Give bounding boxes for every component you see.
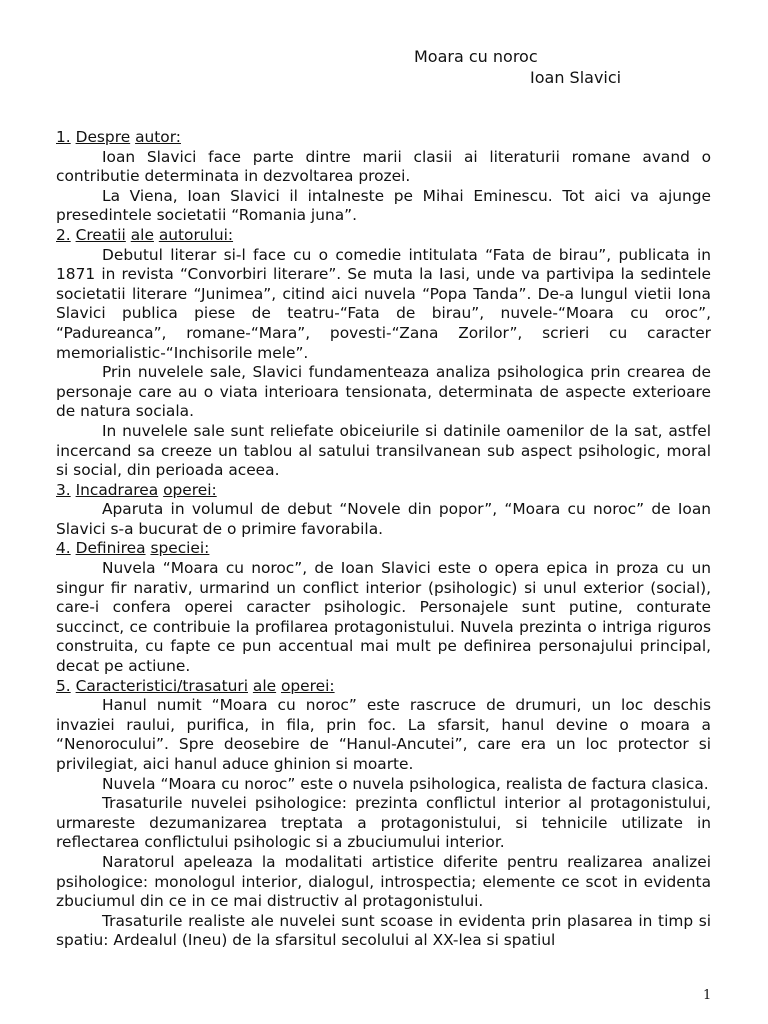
paragraph: Nuvela “Moara cu noroc” este o nuvela psihologica, realista de factura clasica. [102,774,709,793]
paragraph: Nuvela “Moara cu noroc”, de Ioan Slavici este o opera epica in proza cu un singur fir narativ, urmarind un conflict interior (psihologic) si unul exterior (social), care-i confera operei caracter psihologic. Personajele sunt putine, conturate succinct, ce contribuie la profilarea protagonistului. Nuvela prezinta o intriga riguros construita, cu fapte ce pun accentual mai mult pe definirea personajului principal, decat pe actiune. [56,559,711,676]
section-heading-2: 2. Creatii ale autorului: [56,225,234,244]
document-body [56,128,711,951]
section-heading-1: 1. Despre autor: [56,128,181,146]
paragraph: In nuvelele sale sunt reliefate obiceiurile si datinile oamenilor de la sat, astfel incercand sa creeze un tablou al satului transilvanean sub aspect psihologic, moral si social, din perioada aceea. [56,421,711,480]
paragraph: Debutul literar si-l face cu o comedie intitulata “Fata de birau”, publicata in 1871 in revista “Convorbiri literare”. Se muta la Iasi, unde va partivipa la sedintele societatii literare “Junimea”, citind aici nuvela “Popa Tanda”. De-a lungul vietii Iona Slavici publica piese de teatru-“Fata de birau”, nuvele-“Moara cu oroc”, “Padureanca”, romane-“Mara”, povesti-“Zana Zorilor”, scrieri cu caracter memorialistic-“Inchisorile mele”. [56,245,711,362]
paragraph: Trasaturile realiste ale nuvelei sunt scoase in evidenta prin plasarea in timp si spatiu: Ardealul (Ineu) de la sfarsitul secolului al XX-lea si spatiul [56,911,711,950]
paragraph: Aparuta in volumul de debut “Novele din popor”, “Moara cu noroc” de Ioan Slavici s-a bucurat de o primire favorabila. [56,500,711,538]
paragraph: Prin nuvelele sale, Slavici fundamenteaza analiza psihologica prin crearea de personaje care au o viata interioara tensionata, determinata de aspecte exterioare de natura sociala. [56,363,711,421]
paragraph: Ioan Slavici face parte dintre marii clasii ai literaturii romane avand o contributie determinata in dezvoltarea prozei. [56,147,711,186]
paragraph: Naratorul apeleaza la modalitati artistice diferite pentru realizarea analizei psihologice: monologul interior, dialogul, introspectia; elemente ce scot in evidenta zbuciumul din ce in ce mai distructiv al protagonistului. [56,852,711,911]
page-number: 1 [703,988,712,1003]
paragraph: Trasaturile nuvelei psihologice: prezinta conflictul interior al protagonistului, urmareste dezumanizarea treptata a protagonistului, si tehnicile utilizate in reflectarea conflictului psihologic si a zbuciumului interior. [56,794,711,852]
document-title: Moara cu noroc [414,47,538,66]
section-heading-4: 4. Definirea speciei: [56,539,210,558]
paragraph: Hanul numit “Moara cu noroc” este rascruce de drumuri, un loc deschis invaziei raului, purifica, in fila, prin foc. La sfarsit, hanul devine o moara a “Nenorocului”. Spre deosebire de “Hanul-Ancutei”, care era un loc protector si privilegiat, aici hanul aduce ghinion si moarte. [56,696,711,773]
section-heading-3: 3. Incadrarea operei: [56,480,217,499]
document-author: Ioan Slavici [530,68,622,87]
paragraph: La Viena, Ioan Slavici il intalneste pe Mihai Eminescu. Tot aici va ajunge presedintele societatii “Romania juna”. [56,186,711,225]
section-heading-5: 5. Caracteristici/trasaturi ale operei: [56,676,335,695]
